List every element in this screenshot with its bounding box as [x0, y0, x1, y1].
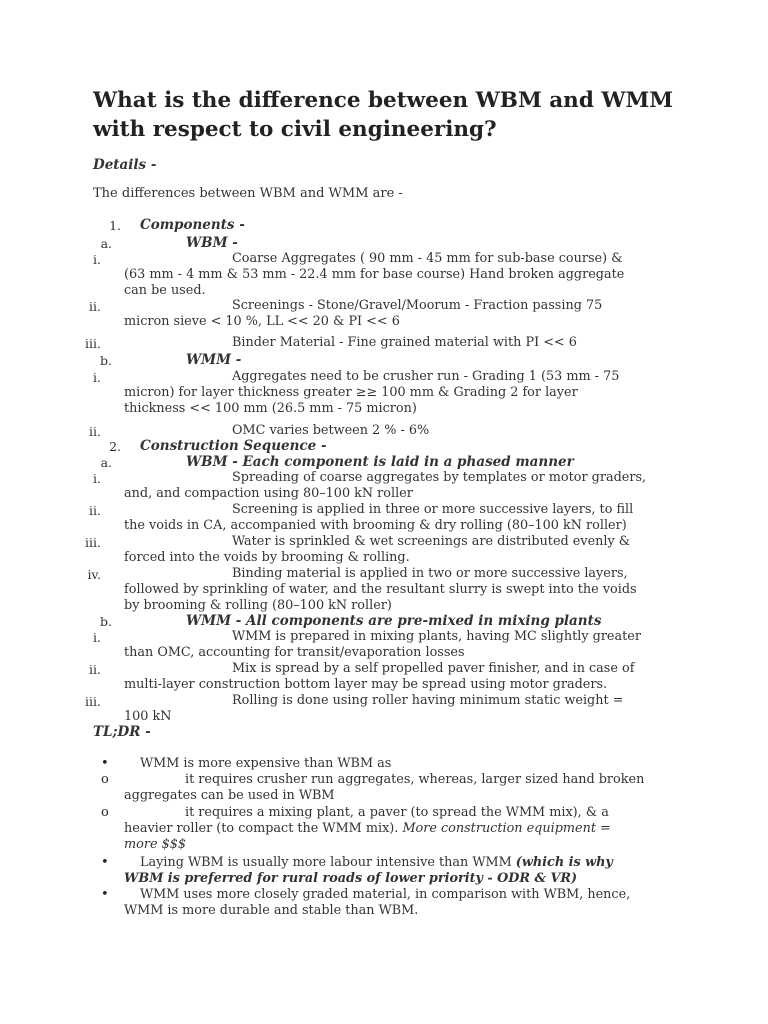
bullet-line — [185, 805, 705, 821]
bullet-line — [124, 837, 644, 853]
bullet-line — [124, 903, 644, 919]
outline-item-line: Binding material is applied in two or more successive layers, — [232, 566, 628, 581]
outline-marker: iii. — [85, 694, 101, 709]
outline-marker: ii. — [89, 299, 101, 314]
bullet-marker: • — [101, 855, 109, 870]
outline-marker: iii. — [85, 336, 101, 351]
page-title: What is the difference between WBM and WMM with respect to civil engineering? — [93, 88, 674, 142]
bullet-text: WMM uses more closely graded material, in comparison with WBM, hence, — [140, 887, 631, 902]
outline-item-line: Mix is spread by a self propelled paver finisher, and in case of — [232, 661, 635, 676]
outline-item-line: forced into the voids by brooming & rolling. — [124, 550, 410, 565]
outline-item-line: WMM is prepared in mixing plants, having MC slightly greater — [232, 629, 641, 644]
outline-item-line: than OMC, accounting for transit/evaporation losses — [124, 645, 465, 660]
outline-marker: i. — [93, 630, 101, 645]
outline-item-line: Screenings - Stone/Gravel/Moorum - Fraction passing 75 — [232, 298, 603, 313]
outline-item-line: Water is sprinkled & wet screenings are distributed evenly & — [232, 534, 631, 549]
bullet-marker: • — [101, 887, 109, 902]
outline-marker: 2. — [109, 439, 121, 454]
outline-item-line: 100 kN — [124, 709, 172, 724]
outline-marker: 1. — [109, 218, 121, 233]
outline-marker: ii. — [89, 424, 101, 439]
bullet-line — [185, 772, 705, 788]
outline-marker: i. — [93, 252, 101, 267]
bullet-text: More construction equipment = — [402, 821, 611, 836]
outline-item-line: and, and compaction using 80–100 kN roller — [124, 486, 413, 501]
outline-marker: b. — [100, 614, 112, 629]
outline-marker: a. — [100, 236, 112, 251]
outline-item-line: Screening is applied in three or more successive layers, to fill — [232, 502, 634, 517]
outline-marker: a. — [100, 455, 112, 470]
bullet-text: it requires crusher run aggregates, whereas, larger sized hand broken — [185, 772, 645, 787]
outline-item-line: Spreading of coarse aggregates by templates or motor graders, — [232, 470, 647, 485]
bullet-text: WMM is more expensive than WBM as — [140, 756, 392, 771]
outline-item-line: can be used. — [124, 283, 206, 298]
outline-item-line: multi-layer construction bottom layer may be spread using motor graders. — [124, 677, 608, 692]
outline-item-line: Rolling is done using roller having minimum static weight = — [232, 693, 624, 708]
outline-item-line: (63 mm - 4 mm & 53 mm - 22.4 mm for base course) Hand broken aggregate — [124, 267, 625, 282]
outline-subheading: WMM - — [186, 352, 242, 368]
outline-marker: i. — [93, 370, 101, 385]
outline-marker: iv. — [87, 567, 101, 582]
outline-marker: b. — [100, 353, 112, 368]
outline-marker: i. — [93, 471, 101, 486]
outline-marker: iii. — [85, 535, 101, 550]
bullet-text: Laying WBM is usually more labour intensive than WMM — [140, 855, 516, 870]
outline-marker: ii. — [89, 662, 101, 677]
outline-item-line: by brooming & rolling (80–100 kN roller) — [124, 598, 392, 613]
outline-heading: Construction Sequence - — [140, 438, 327, 454]
bullet-text: aggregates can be used in WBM — [124, 788, 335, 803]
bullet-text: more $$$ — [124, 837, 187, 852]
intro-text: The differences between WBM and WMM are - — [93, 186, 403, 201]
outline-item-line: micron sieve < 10 %, LL << 20 & PI << 6 — [124, 314, 400, 329]
outline-subheading: WBM - — [186, 235, 238, 251]
outline-marker: ii. — [89, 503, 101, 518]
outline-subheading: WBM - Each component is laid in a phased manner — [186, 454, 574, 470]
bullet-text: (which is why — [515, 855, 613, 870]
bullet-line — [140, 855, 660, 871]
details-label: Details - — [93, 157, 157, 173]
bullet-marker: • — [101, 756, 109, 771]
outline-item-line: Aggregates need to be crusher run - Grading 1 (53 mm - 75 — [232, 369, 620, 384]
outline-item-line: Binder Material - Fine grained material with PI << 6 — [232, 335, 577, 350]
sub-bullet-marker: o — [101, 772, 109, 787]
bullet-line — [124, 871, 644, 887]
outline-heading: Components - — [140, 217, 245, 233]
outline-item-line: OMC varies between 2 % - 6% — [232, 423, 430, 438]
bullet-line — [124, 821, 644, 837]
sub-bullet-marker: o — [101, 805, 109, 820]
tldr-label: TL;DR - — [93, 724, 151, 740]
outline-item-line: Coarse Aggregates ( 90 mm - 45 mm for sub-base course) & — [232, 251, 623, 266]
bullet-line — [140, 887, 660, 903]
bullet-text: WBM is preferred for rural roads of lower priority - ODR & VR) — [124, 871, 578, 886]
outline-item-line: followed by sprinkling of water, and the resultant slurry is swept into the voids — [124, 582, 637, 597]
outline-item-line: micron) for layer thickness greater ≥≥ 100 mm & Grading 2 for layer — [124, 385, 578, 400]
bullet-line — [124, 788, 644, 804]
bullet-text: WMM is more durable and stable than WBM. — [124, 903, 419, 918]
bullet-text: heavier roller (to compact the WMM mix). — [124, 821, 403, 836]
bullet-text: it requires a mixing plant, a paver (to spread the WMM mix), & a — [185, 805, 609, 820]
outline-item-line: the voids in CA, accompanied with brooming & dry rolling (80–100 kN roller) — [124, 518, 627, 533]
bullet-line — [140, 756, 660, 772]
outline-subheading: WMM - All components are pre-mixed in mixing plants — [186, 613, 602, 629]
outline-item-line: thickness << 100 mm (26.5 mm - 75 micron) — [124, 401, 417, 416]
